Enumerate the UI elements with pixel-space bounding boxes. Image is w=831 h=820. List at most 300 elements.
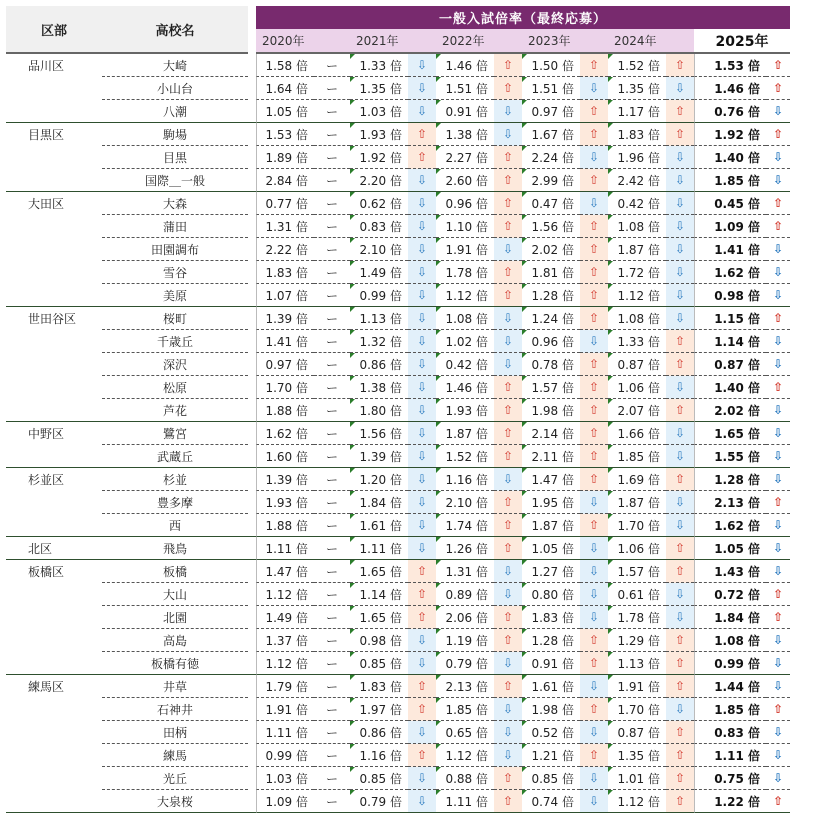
ratio-value: 1.29 (617, 633, 645, 648)
arrow-down-icon: ⇩ (580, 790, 608, 813)
ward-cell (6, 583, 102, 606)
ward-cell (6, 514, 102, 537)
ratio-cell-2022年 (436, 238, 494, 261)
ratio-cell-2023年 (522, 629, 580, 652)
arrow-down-icon: ⇩ (666, 238, 694, 261)
ratio-cell-2023年 (522, 491, 580, 514)
ratio-cell-2022年 (436, 675, 494, 698)
unit-label: 倍 (747, 334, 760, 349)
unit-label: 倍 (647, 449, 660, 464)
unit-label: 倍 (747, 219, 760, 234)
column-gap (248, 376, 256, 399)
unit-label: 倍 (647, 610, 660, 625)
unit-label: 倍 (295, 725, 308, 740)
ratio-value: 1.05 (265, 104, 293, 119)
arrow-down-icon: ⇩ (766, 468, 790, 491)
table-row (6, 606, 790, 629)
ratio-cell-2021年 (350, 629, 408, 652)
school-name: 蒲田 (102, 215, 248, 238)
arrow-down-icon: ⇩ (666, 491, 694, 514)
table-row (6, 238, 790, 261)
ratio-value: 1.21 (531, 748, 559, 763)
ratio-cell-2024年 (608, 284, 666, 307)
arrow-down-icon: ⇩ (580, 146, 608, 169)
unit-label: 倍 (295, 656, 308, 671)
school-header: 高校名 (102, 6, 248, 54)
arrow-down-icon: ⇩ (408, 307, 436, 330)
ratio-cell-2025年 (694, 238, 766, 261)
dash-separator: ー (314, 606, 350, 629)
column-gap (248, 445, 256, 468)
arrow-down-icon: ⇩ (766, 146, 790, 169)
table-row (6, 514, 790, 537)
ratio-cell-2022年 (436, 146, 494, 169)
ratio-cell-2023年 (522, 169, 580, 192)
ratio-value: 0.65 (445, 725, 473, 740)
ward-cell (6, 767, 102, 790)
ratio-cell-2022年 (436, 192, 494, 215)
ratio-value: 2.27 (445, 150, 473, 165)
ratio-cell-2023年 (522, 767, 580, 790)
ratio-value: 1.12 (265, 656, 293, 671)
ratio-cell-2022年 (436, 560, 494, 583)
unit-label: 倍 (389, 587, 402, 602)
unit-label: 倍 (747, 265, 760, 280)
unit-label: 倍 (747, 725, 760, 740)
unit-label: 倍 (647, 679, 660, 694)
arrow-down-icon: ⇩ (666, 261, 694, 284)
arrow-up-icon: ⇧ (766, 606, 790, 629)
ratio-value: 0.88 (445, 771, 473, 786)
ratio-value: 1.28 (714, 472, 744, 487)
unit-label: 倍 (389, 426, 402, 441)
ratio-cell-2025年 (694, 192, 766, 215)
unit-label: 倍 (295, 771, 308, 786)
ratio-cell-2022年 (436, 698, 494, 721)
ward-cell (6, 238, 102, 261)
ratio-value: 0.52 (531, 725, 559, 740)
ratio-value: 1.10 (445, 219, 473, 234)
ratio-cell-2025年 (694, 537, 766, 560)
unit-label: 倍 (647, 656, 660, 671)
ratio-cell-2024年 (608, 77, 666, 100)
ratio-value: 2.11 (531, 449, 559, 464)
unit-label: 倍 (389, 58, 402, 73)
ward-cell (6, 445, 102, 468)
dash-separator: ー (314, 399, 350, 422)
ratio-cell-2020年 (256, 77, 314, 100)
ward-cell: 品川区 (6, 54, 102, 77)
unit-label: 倍 (647, 564, 660, 579)
arrow-down-icon: ⇩ (666, 583, 694, 606)
dash-separator: ー (314, 790, 350, 813)
ratio-cell-2025年 (694, 54, 766, 77)
header-gap (248, 6, 256, 54)
arrow-up-icon: ⇧ (580, 698, 608, 721)
dash-separator: ー (314, 491, 350, 514)
ratio-value: 1.69 (617, 472, 645, 487)
school-name: 光丘 (102, 767, 248, 790)
ratio-cell-2025年 (694, 169, 766, 192)
unit-label: 倍 (475, 173, 488, 188)
ratio-cell-2020年 (256, 422, 314, 445)
ratio-cell-2024年 (608, 652, 666, 675)
unit-label: 倍 (475, 679, 488, 694)
unit-label: 倍 (561, 702, 574, 717)
dash-separator: ー (314, 100, 350, 123)
ratio-value: 0.74 (531, 794, 559, 809)
arrow-up-icon: ⇧ (408, 698, 436, 721)
ratio-value: 0.87 (617, 725, 645, 740)
ratio-value: 1.78 (617, 610, 645, 625)
ratio-cell-2025年 (694, 698, 766, 721)
unit-label: 倍 (561, 265, 574, 280)
ratio-cell-2021年 (350, 146, 408, 169)
ratio-cell-2022年 (436, 652, 494, 675)
ratio-value: 1.51 (531, 81, 559, 96)
ratio-value: 0.98 (714, 288, 744, 303)
school-name: 松原 (102, 376, 248, 399)
ratio-value: 2.13 (714, 495, 744, 510)
unit-label: 倍 (475, 495, 488, 510)
ratio-cell-2023年 (522, 790, 580, 813)
ratio-cell-2021年 (350, 606, 408, 629)
ratio-value: 1.83 (265, 265, 293, 280)
ratio-cell-2025年 (694, 284, 766, 307)
ratio-value: 1.39 (359, 449, 387, 464)
unit-label: 倍 (561, 794, 574, 809)
ratio-cell-2024年 (608, 169, 666, 192)
column-gap (248, 491, 256, 514)
ward-cell (6, 399, 102, 422)
dash-separator: ー (314, 353, 350, 376)
dash-separator: ー (314, 560, 350, 583)
arrow-up-icon: ⇧ (494, 77, 522, 100)
ratio-value: 1.92 (714, 127, 744, 142)
ward-cell (6, 698, 102, 721)
ratio-value: 1.56 (531, 219, 559, 234)
dash-separator: ー (314, 445, 350, 468)
ratio-value: 1.28 (531, 633, 559, 648)
ratio-value: 1.40 (714, 150, 744, 165)
unit-label: 倍 (295, 518, 308, 533)
ratio-cell-2020年 (256, 675, 314, 698)
ratio-value: 1.64 (265, 81, 293, 96)
ratio-value: 1.28 (531, 288, 559, 303)
unit-label: 倍 (475, 104, 488, 119)
unit-label: 倍 (389, 265, 402, 280)
ratio-cell-2025年 (694, 307, 766, 330)
ratio-cell-2022年 (436, 790, 494, 813)
unit-label: 倍 (561, 633, 574, 648)
ratio-cell-2021年 (350, 560, 408, 583)
unit-label: 倍 (389, 794, 402, 809)
year-header-2024: 2024年 (608, 29, 694, 54)
ratio-value: 1.08 (617, 219, 645, 234)
school-name: 大崎 (102, 54, 248, 77)
unit-label: 倍 (389, 633, 402, 648)
ratio-value: 1.33 (617, 334, 645, 349)
ratio-cell-2025年 (694, 652, 766, 675)
unit-label: 倍 (295, 702, 308, 717)
ratio-value: 1.66 (617, 426, 645, 441)
arrow-down-icon: ⇩ (408, 445, 436, 468)
ratio-value: 0.97 (265, 357, 293, 372)
ratio-value: 1.05 (531, 541, 559, 556)
table-row (6, 698, 790, 721)
arrow-down-icon: ⇩ (766, 169, 790, 192)
school-name: 鷺宮 (102, 422, 248, 445)
column-gap (248, 192, 256, 215)
ratio-value: 0.77 (265, 196, 293, 211)
ratio-value: 1.13 (359, 311, 387, 326)
arrow-down-icon: ⇩ (408, 652, 436, 675)
arrow-up-icon: ⇧ (666, 399, 694, 422)
ratio-cell-2024年 (608, 491, 666, 514)
ward-cell (6, 629, 102, 652)
ratio-value: 0.79 (359, 794, 387, 809)
school-name: 田柄 (102, 721, 248, 744)
ratio-value: 1.44 (714, 679, 744, 694)
arrow-up-icon: ⇧ (408, 123, 436, 146)
table-row (6, 192, 790, 215)
ratio-cell-2023年 (522, 698, 580, 721)
unit-label: 倍 (295, 219, 308, 234)
dash-separator: ー (314, 284, 350, 307)
arrow-down-icon: ⇩ (766, 652, 790, 675)
ratio-cell-2021年 (350, 284, 408, 307)
ratio-value: 1.93 (265, 495, 293, 510)
ratio-cell-2025年 (694, 376, 766, 399)
arrow-down-icon: ⇩ (408, 192, 436, 215)
ratio-value: 0.85 (531, 771, 559, 786)
arrow-down-icon: ⇩ (494, 330, 522, 353)
arrow-up-icon: ⇧ (580, 100, 608, 123)
arrow-up-icon: ⇧ (494, 767, 522, 790)
ratio-value: 1.40 (714, 380, 744, 395)
table-row (6, 583, 790, 606)
ratio-value: 0.96 (445, 196, 473, 211)
ratio-value: 1.41 (714, 242, 744, 257)
ward-cell (6, 284, 102, 307)
arrow-down-icon: ⇩ (766, 399, 790, 422)
column-gap (248, 146, 256, 169)
ratio-value: 0.83 (359, 219, 387, 234)
ward-cell (6, 652, 102, 675)
table-row (6, 307, 790, 330)
arrow-down-icon: ⇩ (408, 261, 436, 284)
arrow-down-icon: ⇩ (408, 353, 436, 376)
ratio-value: 1.03 (265, 771, 293, 786)
ratio-cell-2021年 (350, 353, 408, 376)
unit-label: 倍 (389, 656, 402, 671)
unit-label: 倍 (747, 449, 760, 464)
unit-label: 倍 (475, 633, 488, 648)
ratio-cell-2021年 (350, 215, 408, 238)
unit-label: 倍 (389, 725, 402, 740)
column-gap (248, 238, 256, 261)
arrow-up-icon: ⇧ (494, 491, 522, 514)
dash-separator: ー (314, 422, 350, 445)
ratio-cell-2020年 (256, 790, 314, 813)
arrow-down-icon: ⇩ (580, 491, 608, 514)
ratio-cell-2025年 (694, 468, 766, 491)
arrow-up-icon: ⇧ (580, 652, 608, 675)
unit-label: 倍 (747, 288, 760, 303)
ratio-cell-2025年 (694, 399, 766, 422)
arrow-down-icon: ⇩ (408, 468, 436, 491)
ratio-cell-2022年 (436, 468, 494, 491)
ratio-cell-2024年 (608, 422, 666, 445)
arrow-up-icon: ⇧ (494, 54, 522, 77)
ratio-cell-2024年 (608, 376, 666, 399)
unit-label: 倍 (747, 357, 760, 372)
unit-label: 倍 (561, 196, 574, 211)
school-name: 桜町 (102, 307, 248, 330)
ratio-cell-2023年 (522, 468, 580, 491)
ratio-value: 0.42 (445, 357, 473, 372)
unit-label: 倍 (647, 150, 660, 165)
ratio-value: 0.80 (531, 587, 559, 602)
ratio-cell-2025年 (694, 514, 766, 537)
arrow-up-icon: ⇧ (494, 192, 522, 215)
ratio-cell-2025年 (694, 629, 766, 652)
ratio-value: 0.87 (617, 357, 645, 372)
arrow-down-icon: ⇩ (580, 721, 608, 744)
school-name: 武蔵丘 (102, 445, 248, 468)
ratio-cell-2022年 (436, 399, 494, 422)
dash-separator: ー (314, 468, 350, 491)
table-row (6, 123, 790, 146)
arrow-down-icon: ⇩ (666, 445, 694, 468)
ward-cell: 大田区 (6, 192, 102, 215)
ratio-cell-2025年 (694, 744, 766, 767)
unit-label: 倍 (747, 518, 760, 533)
unit-label: 倍 (295, 495, 308, 510)
ratio-cell-2021年 (350, 54, 408, 77)
unit-label: 倍 (475, 311, 488, 326)
arrow-down-icon: ⇩ (666, 169, 694, 192)
arrow-up-icon: ⇧ (494, 399, 522, 422)
unit-label: 倍 (295, 81, 308, 96)
ratio-cell-2022年 (436, 744, 494, 767)
ratio-value: 1.51 (445, 81, 473, 96)
table-row (6, 560, 790, 583)
arrow-up-icon: ⇧ (580, 353, 608, 376)
ratio-value: 1.72 (617, 265, 645, 280)
entrance-ratio-table (6, 6, 790, 813)
unit-label: 倍 (295, 242, 308, 257)
arrow-down-icon: ⇩ (494, 468, 522, 491)
ratio-cell-2021年 (350, 514, 408, 537)
column-gap (248, 698, 256, 721)
ward-cell (6, 330, 102, 353)
ratio-value: 2.13 (445, 679, 473, 694)
ratio-cell-2023年 (522, 721, 580, 744)
column-gap (248, 560, 256, 583)
ratio-cell-2021年 (350, 192, 408, 215)
ratio-value: 1.31 (445, 564, 473, 579)
ratio-value: 1.61 (359, 518, 387, 533)
arrow-up-icon: ⇧ (666, 537, 694, 560)
ratio-cell-2022年 (436, 284, 494, 307)
school-name: 八潮 (102, 100, 248, 123)
ratio-value: 1.46 (445, 380, 473, 395)
ratio-value: 1.84 (359, 495, 387, 510)
ratio-value: 1.38 (445, 127, 473, 142)
ratio-value: 0.79 (445, 656, 473, 671)
unit-label: 倍 (389, 380, 402, 395)
ratio-value: 1.97 (359, 702, 387, 717)
ratio-value: 0.96 (531, 334, 559, 349)
column-gap (248, 468, 256, 491)
ratio-value: 1.46 (714, 81, 744, 96)
column-gap (248, 284, 256, 307)
unit-label: 倍 (561, 311, 574, 326)
ward-cell: 板橋区 (6, 560, 102, 583)
ratio-cell-2020年 (256, 330, 314, 353)
ratio-cell-2022年 (436, 54, 494, 77)
ratio-value: 1.12 (617, 794, 645, 809)
school-name: 田園調布 (102, 238, 248, 261)
ratio-cell-2024年 (608, 307, 666, 330)
ratio-value: 0.78 (531, 357, 559, 372)
ratio-cell-2020年 (256, 238, 314, 261)
column-gap (248, 767, 256, 790)
ratio-cell-2024年 (608, 192, 666, 215)
ratio-cell-2022年 (436, 514, 494, 537)
ratio-cell-2024年 (608, 399, 666, 422)
ratio-cell-2025年 (694, 353, 766, 376)
ratio-value: 1.08 (714, 633, 744, 648)
ratio-cell-2025年 (694, 123, 766, 146)
ratio-value: 1.53 (714, 58, 744, 73)
ratio-cell-2022年 (436, 261, 494, 284)
ratio-cell-2022年 (436, 307, 494, 330)
arrow-down-icon: ⇩ (494, 123, 522, 146)
column-gap (248, 77, 256, 100)
ratio-value: 1.26 (445, 541, 473, 556)
ratio-cell-2023年 (522, 399, 580, 422)
unit-label: 倍 (647, 725, 660, 740)
unit-label: 倍 (475, 150, 488, 165)
unit-label: 倍 (295, 541, 308, 556)
table-row (6, 261, 790, 284)
unit-label: 倍 (647, 518, 660, 533)
arrow-up-icon: ⇧ (666, 330, 694, 353)
ratio-cell-2025年 (694, 445, 766, 468)
unit-label: 倍 (389, 679, 402, 694)
unit-label: 倍 (295, 196, 308, 211)
unit-label: 倍 (747, 564, 760, 579)
ratio-value: 1.56 (359, 426, 387, 441)
arrow-up-icon: ⇧ (666, 721, 694, 744)
unit-label: 倍 (747, 196, 760, 211)
column-gap (248, 790, 256, 813)
arrow-up-icon: ⇧ (494, 445, 522, 468)
unit-label: 倍 (389, 495, 402, 510)
dash-separator: ー (314, 169, 350, 192)
arrow-up-icon: ⇧ (494, 169, 522, 192)
ratio-value: 0.86 (359, 357, 387, 372)
unit-label: 倍 (389, 104, 402, 119)
ward-cell: 練馬区 (6, 675, 102, 698)
ratio-value: 0.62 (359, 196, 387, 211)
ratio-value: 1.87 (445, 426, 473, 441)
unit-label: 倍 (747, 311, 760, 326)
ratio-value: 1.13 (617, 656, 645, 671)
ratio-value: 1.70 (617, 518, 645, 533)
